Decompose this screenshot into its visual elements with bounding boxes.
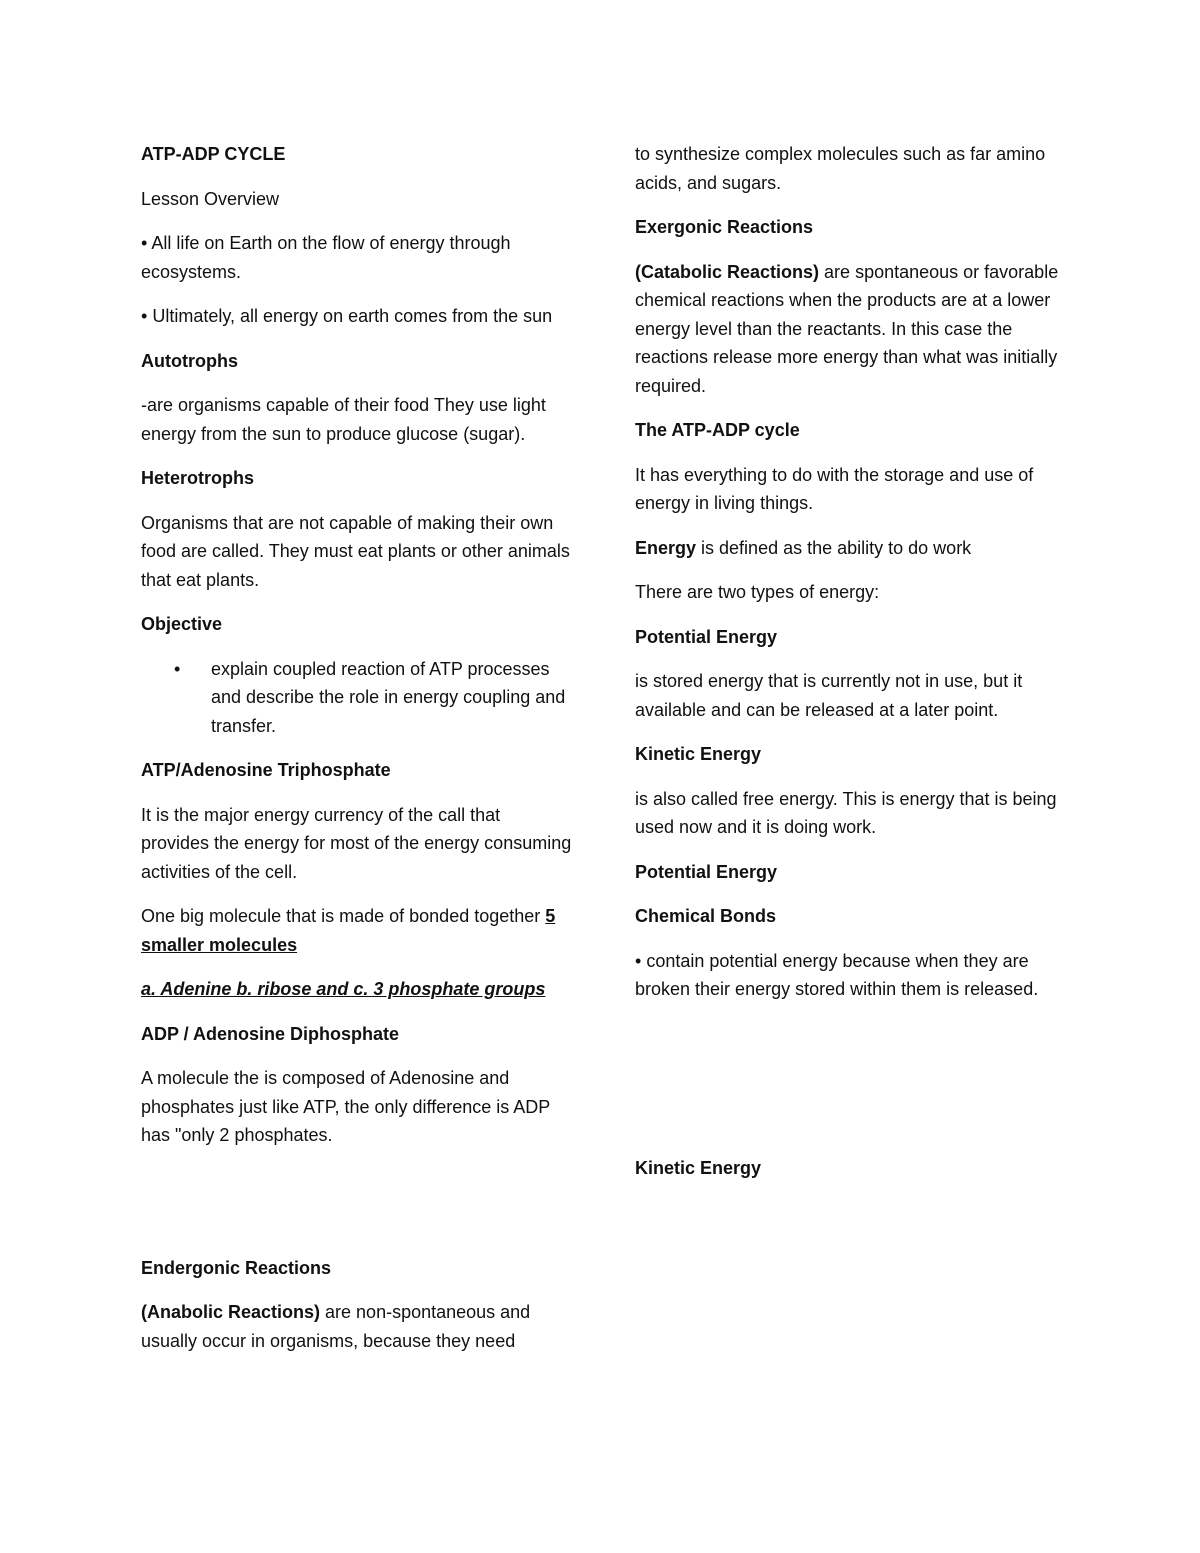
catabolic-label: (Catabolic Reactions)	[635, 261, 820, 282]
kinetic-energy-text: is also called free energy. This is energy that is being used now and it is doing work.	[635, 788, 1057, 837]
adp-text: A molecule the is composed of Adenosine and phosphates just like ATP, the only difference is ADP has "only 2 phosphates.	[141, 1068, 550, 1145]
spacer	[141, 1166, 573, 1254]
catabolic-text: are spontaneous or favorable chemical reactions when the products are at a lower energy level than the reactants. In this case the reactions release more energy than what was initially required.	[635, 261, 1059, 396]
objective-list	[141, 655, 573, 741]
potential-energy-heading-2: Potential Energy	[635, 861, 778, 882]
autotrophs-text: -are organisms capable of their food They use light energy from the sun to produce glucose (sugar).	[141, 395, 546, 444]
energy-definition	[635, 534, 1067, 563]
atp-parts: a. Adenine b. ribose and c. 3 phosphate groups	[141, 979, 546, 999]
anabolic-paragraph	[141, 1298, 573, 1355]
heterotrophs-text: Organisms that are not capable of making their own food are called. They must eat plants or other animals that eat plants.	[141, 512, 570, 590]
right-column	[635, 140, 1067, 1198]
objective-item-text: explain coupled reaction of ATP processes and describe the role in energy coupling and transfer.	[211, 658, 566, 736]
overview-point-1-text: All life on Earth on the flow of energy through ecosystems.	[141, 233, 511, 282]
energy-types-text: There are two types of energy:	[635, 582, 880, 602]
potential-energy-heading: Potential Energy	[635, 626, 778, 647]
overview-point-2-text: Ultimately, all energy on earth comes from the sun	[152, 306, 553, 326]
endergonic-heading: Endergonic Reactions	[141, 1257, 332, 1278]
atp-molecule-emphasis: 5 smaller molecules	[141, 906, 556, 955]
kinetic-energy-heading-2: Kinetic Energy	[635, 1157, 762, 1178]
adp-heading: ADP / Adenosine Diphosphate	[141, 1023, 400, 1044]
bullet-mark: •	[141, 233, 148, 253]
chemical-bonds-text	[635, 947, 1067, 1004]
energy-label: Energy	[635, 537, 697, 558]
overview-point-2	[141, 302, 573, 331]
potential-energy-text: is stored energy that is currently not in use, but it available and can be released at a later point.	[635, 671, 1023, 720]
bullet-mark: •	[141, 306, 148, 326]
atp-molecule-text: One big molecule that is made of bonded together	[141, 906, 546, 926]
cycle-text: It has everything to do with the storage and use of energy in living things.	[635, 464, 1034, 513]
atp-heading: ATP/Adenosine Triphosphate	[141, 760, 391, 780]
document-title: ATP-ADP CYCLE	[141, 144, 286, 164]
catabolic-paragraph	[635, 258, 1067, 401]
autotrophs-heading: Autotrophs	[141, 350, 238, 371]
chemical-bonds-heading: Chemical Bonds	[635, 906, 777, 926]
cycle-heading: The ATP-ADP cycle	[635, 420, 800, 440]
chemical-bonds-text-body: contain potential energy because when they are broken their energy stored within them is released.	[635, 950, 1039, 999]
left-column	[141, 140, 573, 1371]
atp-text: It is the major energy currency of the call that provides the energy for most of the energy consuming activities of the cell.	[141, 804, 572, 882]
bullet-mark: •	[635, 950, 642, 971]
bullet-mark: •	[174, 658, 181, 679]
atp-molecule-paragraph	[141, 902, 573, 959]
anabolic-text: are non-spontaneous and usually occur in organisms, because they need	[141, 1302, 531, 1351]
lesson-overview-label: Lesson Overview	[141, 188, 280, 209]
objective-heading: Objective	[141, 614, 223, 634]
objective-item	[141, 655, 573, 741]
exergonic-heading: Exergonic Reactions	[635, 217, 814, 237]
heterotrophs-heading: Heterotrophs	[141, 468, 255, 488]
energy-text: is defined as the ability to do work	[696, 537, 972, 558]
overview-point-1	[141, 229, 573, 286]
kinetic-energy-heading: Kinetic Energy	[635, 744, 762, 764]
continued-text: to synthesize complex molecules such as far amino acids, and sugars.	[635, 144, 1046, 193]
spacer	[635, 1020, 1067, 1154]
anabolic-label: (Anabolic Reactions)	[141, 1302, 321, 1322]
